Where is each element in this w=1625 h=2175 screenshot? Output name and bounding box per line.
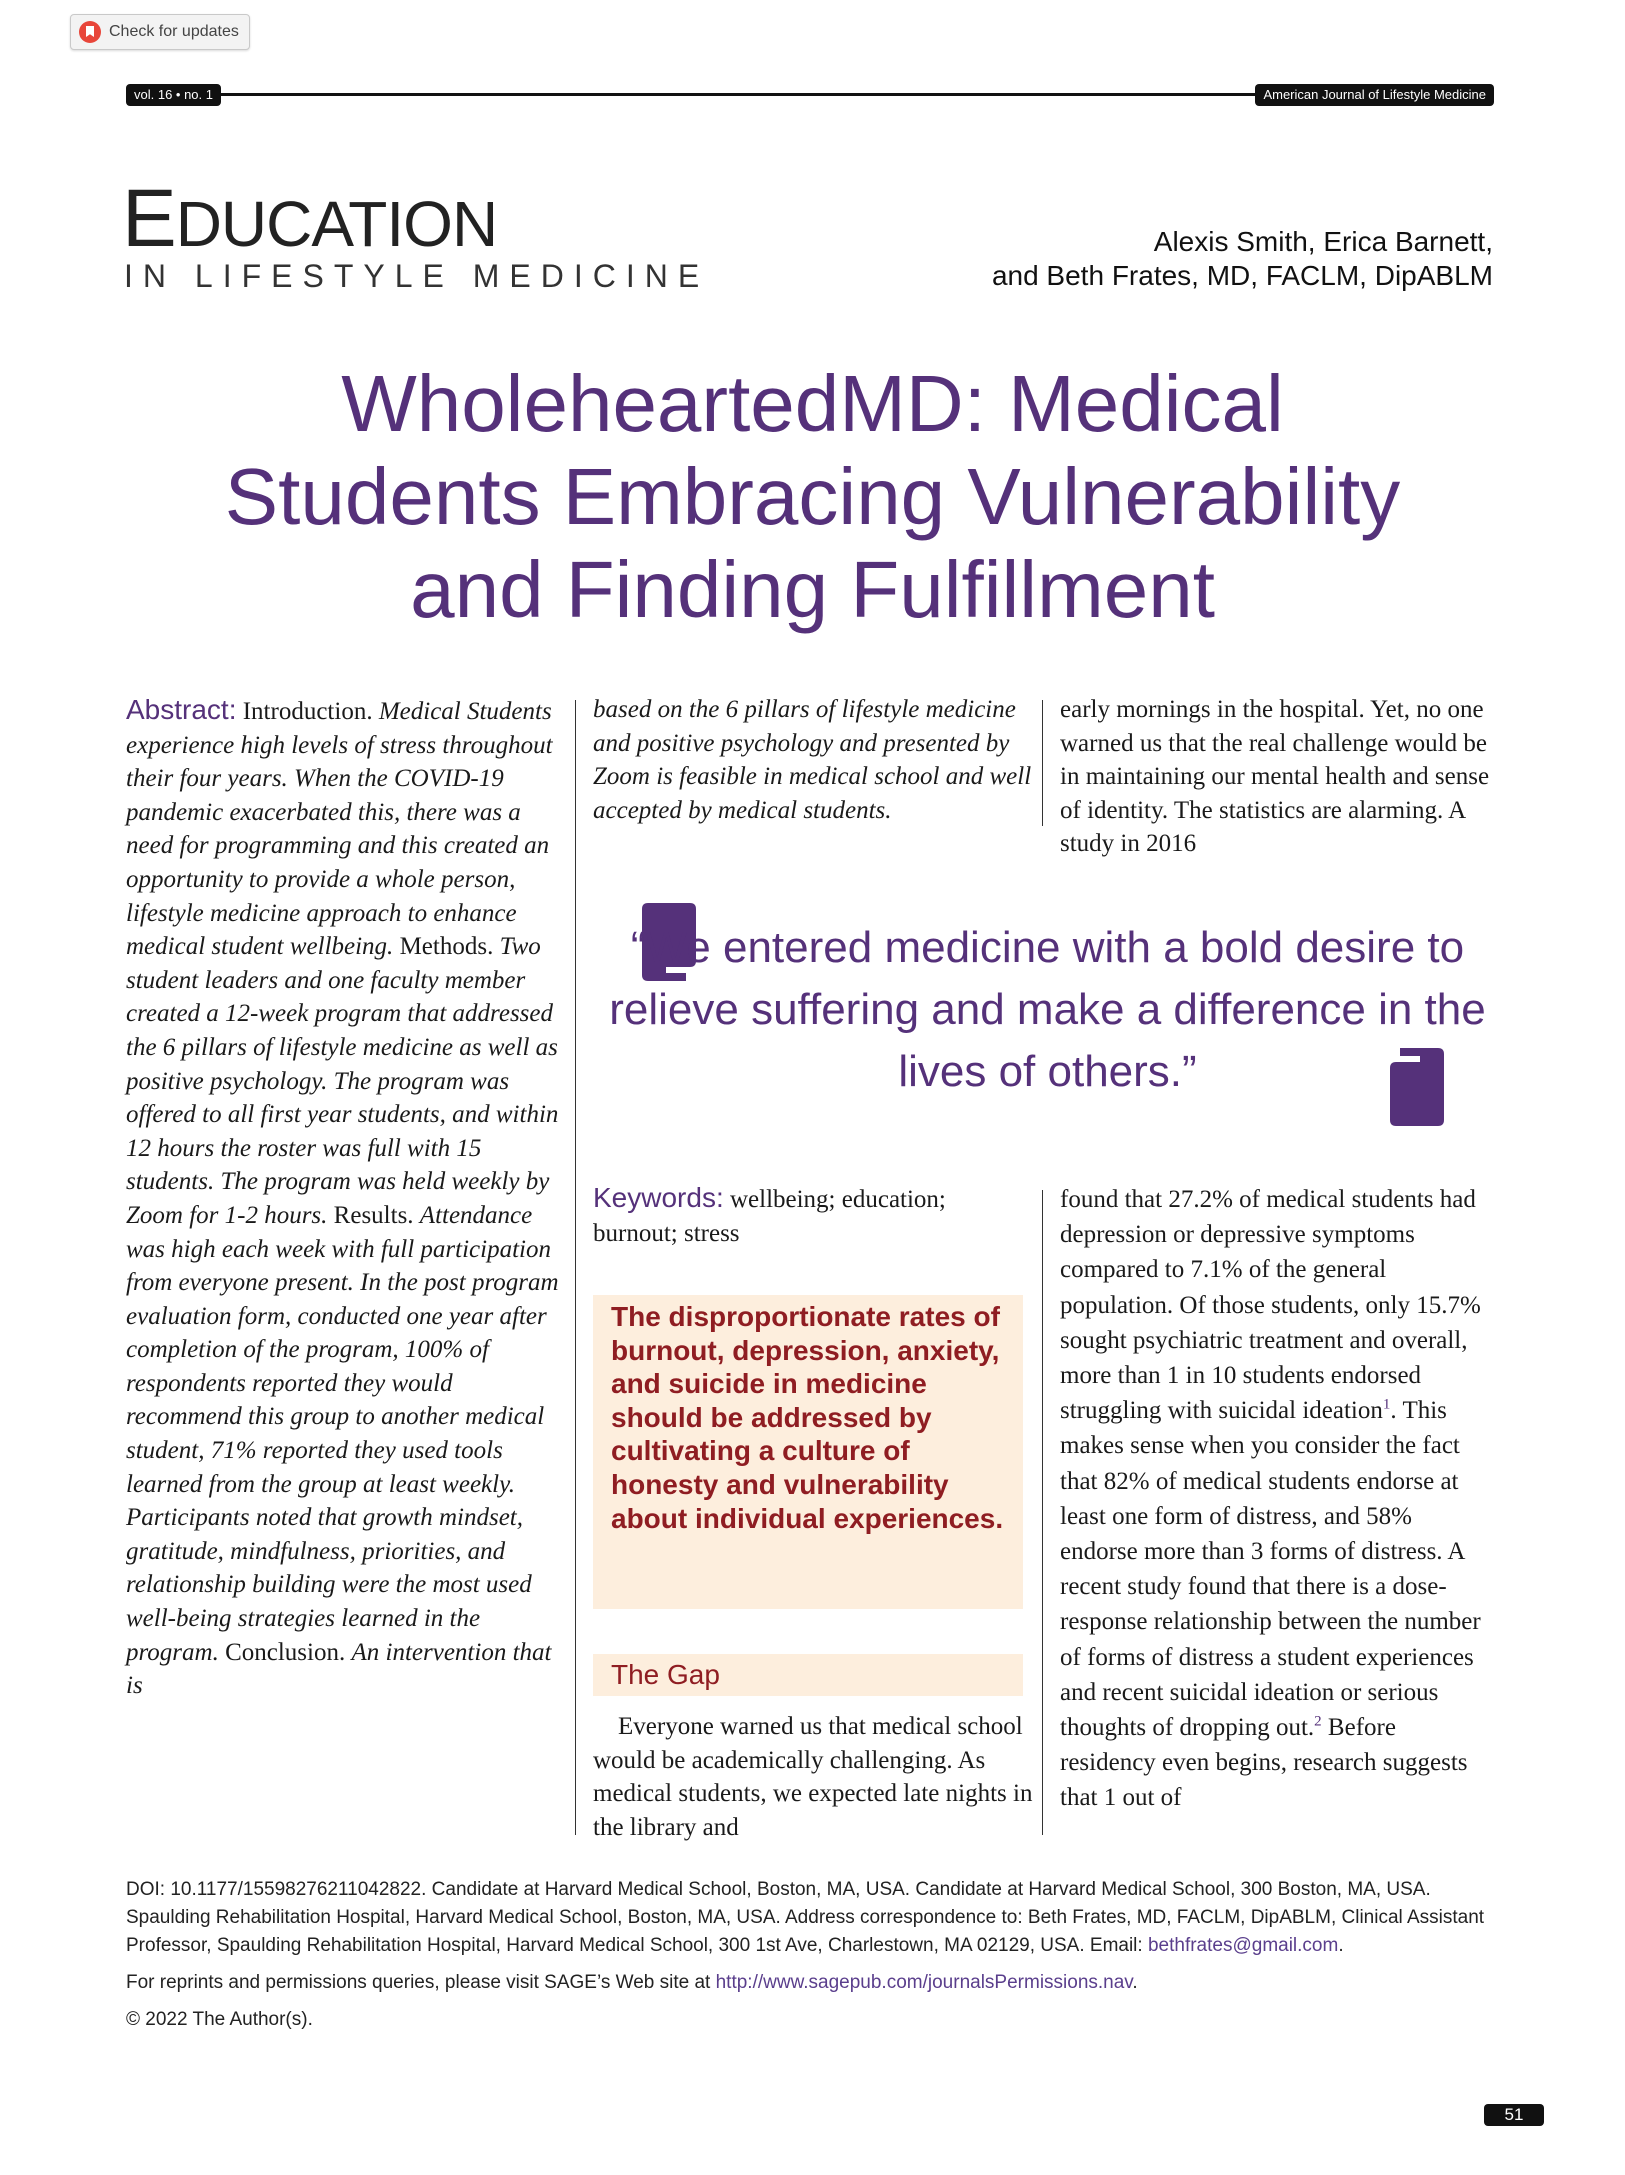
affiliations-period: . [1338, 1935, 1344, 1956]
abstract-continued [593, 693, 1033, 827]
methods-text: Two student leaders and one faculty member created a 12-week program that addressed the 6 pillars of lifestyle medicine as well as positive psychology. The program was offered to all first year students, and within 12 hours the roster was full with 15 students. The program was held weekly by Zoom for 1-2 hours. [126, 933, 559, 1229]
journal-name-badge: American Journal of Lifestyle Medicine [1255, 84, 1494, 106]
bookmark-icon [79, 21, 101, 43]
affiliations [126, 1876, 1494, 1960]
title-line-3: and Finding Fulfillment [410, 545, 1215, 634]
keywords [593, 1181, 1033, 1250]
author-line-1: Alexis Smith, Erica Barnett, [1153, 226, 1493, 257]
reprints-text: For reprints and permissions queries, please visit SAGE’s Web site at [126, 1972, 716, 1993]
reference-1-link[interactable]: 1 [1382, 1396, 1391, 1413]
intro-label: Introduction. [242, 698, 373, 725]
reference-2-link[interactable]: 2 [1314, 1713, 1322, 1730]
methods-label: Methods. [399, 933, 494, 961]
title-line-1: WholeheartedMD: Medical [341, 359, 1284, 448]
conclusion-label: Conclusion. [225, 1638, 346, 1666]
col3-part1: found that 27.2% of medical students had depression or depressive symptoms compared to 7.1% of the general population. Of those students, only 15.7% sought psychiatric treatment and overall, more than 1 in 10 students endorsed struggling with suicidal ideation [1060, 1186, 1481, 1425]
section-subtitle: IN LIFESTYLE MEDICINE [124, 258, 710, 294]
gap-body-text [593, 1710, 1033, 1844]
section-title-rest: DUCATION [175, 188, 498, 260]
author-list [992, 225, 1493, 293]
section-title-cap: E [122, 173, 176, 264]
volume-badge: vol. 16 • no. 1 [126, 84, 221, 106]
title-line-2: Students Embracing Vulnerability [224, 452, 1401, 541]
abstract-label: Abstract: [126, 694, 237, 725]
keywords-text: wellbeing; education; burnout; stress [593, 1186, 946, 1247]
reprints-period: . [1132, 1972, 1138, 1993]
abstract-continued-text: based on the 6 pillars of lifestyle medicine and positive psychology and presented by Zoom is feasible in medical school and well accepted by medical students. [593, 696, 1032, 824]
quote-block-close-icon [1390, 1048, 1444, 1126]
highlight-box: The disproportionate rates of burnout, depression, anxiety, and suicide in medicine should be addressed by cultivating a culture of honesty and vulnerability about individual experiences. [593, 1295, 1023, 1609]
column-divider [1042, 1190, 1043, 1835]
results-label: Results. [333, 1201, 414, 1229]
page-number: 51 [1484, 2104, 1544, 2126]
check-for-updates-button[interactable] [70, 14, 250, 50]
footer [126, 1876, 1494, 2034]
conclusion-text: An intervention that is [126, 1638, 552, 1700]
section-heading-the-gap: The Gap [593, 1654, 1023, 1696]
intro-text: Medical Students experience high levels of stress throughout their four years. When the COVID-19 pandemic exacerbated this, there was a need for programming and this created an opportunity to provide a whole person, lifestyle medicine approach to enhance medical student wellbeing. [126, 698, 553, 961]
permissions-link[interactable]: http://www.sagepub.com/journalsPermissions.nav [715, 1972, 1133, 1993]
reprints-note [126, 1969, 1494, 1997]
abstract [126, 693, 561, 1703]
gap-text: Everyone warned us that medical school would be academically challenging. As medical students, we expected late nights in the library and [593, 1713, 1033, 1841]
col3-part3: Before residency even begins, research suggests that 1 out of [1060, 1714, 1468, 1812]
column-divider [1042, 700, 1043, 826]
body-text-col3-top: early mornings in the hospital. Yet, no one warned us that the real challenge would be in maintaining our mental health and sense of identity. The statistics are alarming. A study in 2016 [1060, 696, 1490, 858]
pull-quote: “We entered medicine with a bold desire to relieve suffering and make a difference in the lives of others.” [609, 923, 1486, 1096]
col3-part2: . This makes sense when you consider the fact that 82% of medical students endorse at least one form of distress, and 58% endorse more than 3 forms of distress. A recent study found that there is a dose-response relationship between the number of forms of distress a student experiences and recent suicidal ideation or serious thoughts of dropping out. [1060, 1397, 1481, 1742]
check-for-updates-label: Check for updates [109, 23, 239, 40]
body-text-col3-bottom [1060, 1182, 1495, 1816]
column-divider [575, 700, 576, 1835]
results-text: Attendance was high each week with full participation from everyone present. In the post program evaluation form, conducted one year after completion of the program, 100% of respondents reported they would recommend this group to another medical student, 71% reported they used tools learned from the group at least weekly. Participants noted that growth mindset, gratitude, mindfulness, priorities, and relationship building were the most used well-being strategies learned in the program. [126, 1201, 559, 1666]
author-line-2: and Beth Frates, MD, FACLM, DipABLM [991, 260, 1493, 291]
affiliations-text: DOI: 10.1177/15598276211042822. Candidate at Harvard Medical School, Boston, MA, USA. Candidate at Harvard Medical School, 300 Boston, MA, USA. Spaulding Rehabilitation Hospital, Harvard Medical School, Boston, MA, USA. Address correspondence to: Beth Frates, MD, FACLM, DipABLM, Clinical Assistant Professor, Spaulding Rehabilitation Hospital, Harvard Medical School, 300 1st Ave, Charlestown, MA 02129, USA. Email: [126, 1879, 1485, 1956]
keywords-label: Keywords: [593, 1182, 724, 1213]
copyright: © 2022 The Author(s). [126, 2009, 313, 2030]
article-title [110, 357, 1515, 636]
email-link[interactable]: bethfrates@gmail.com [1147, 1935, 1339, 1956]
section-title [122, 173, 498, 265]
